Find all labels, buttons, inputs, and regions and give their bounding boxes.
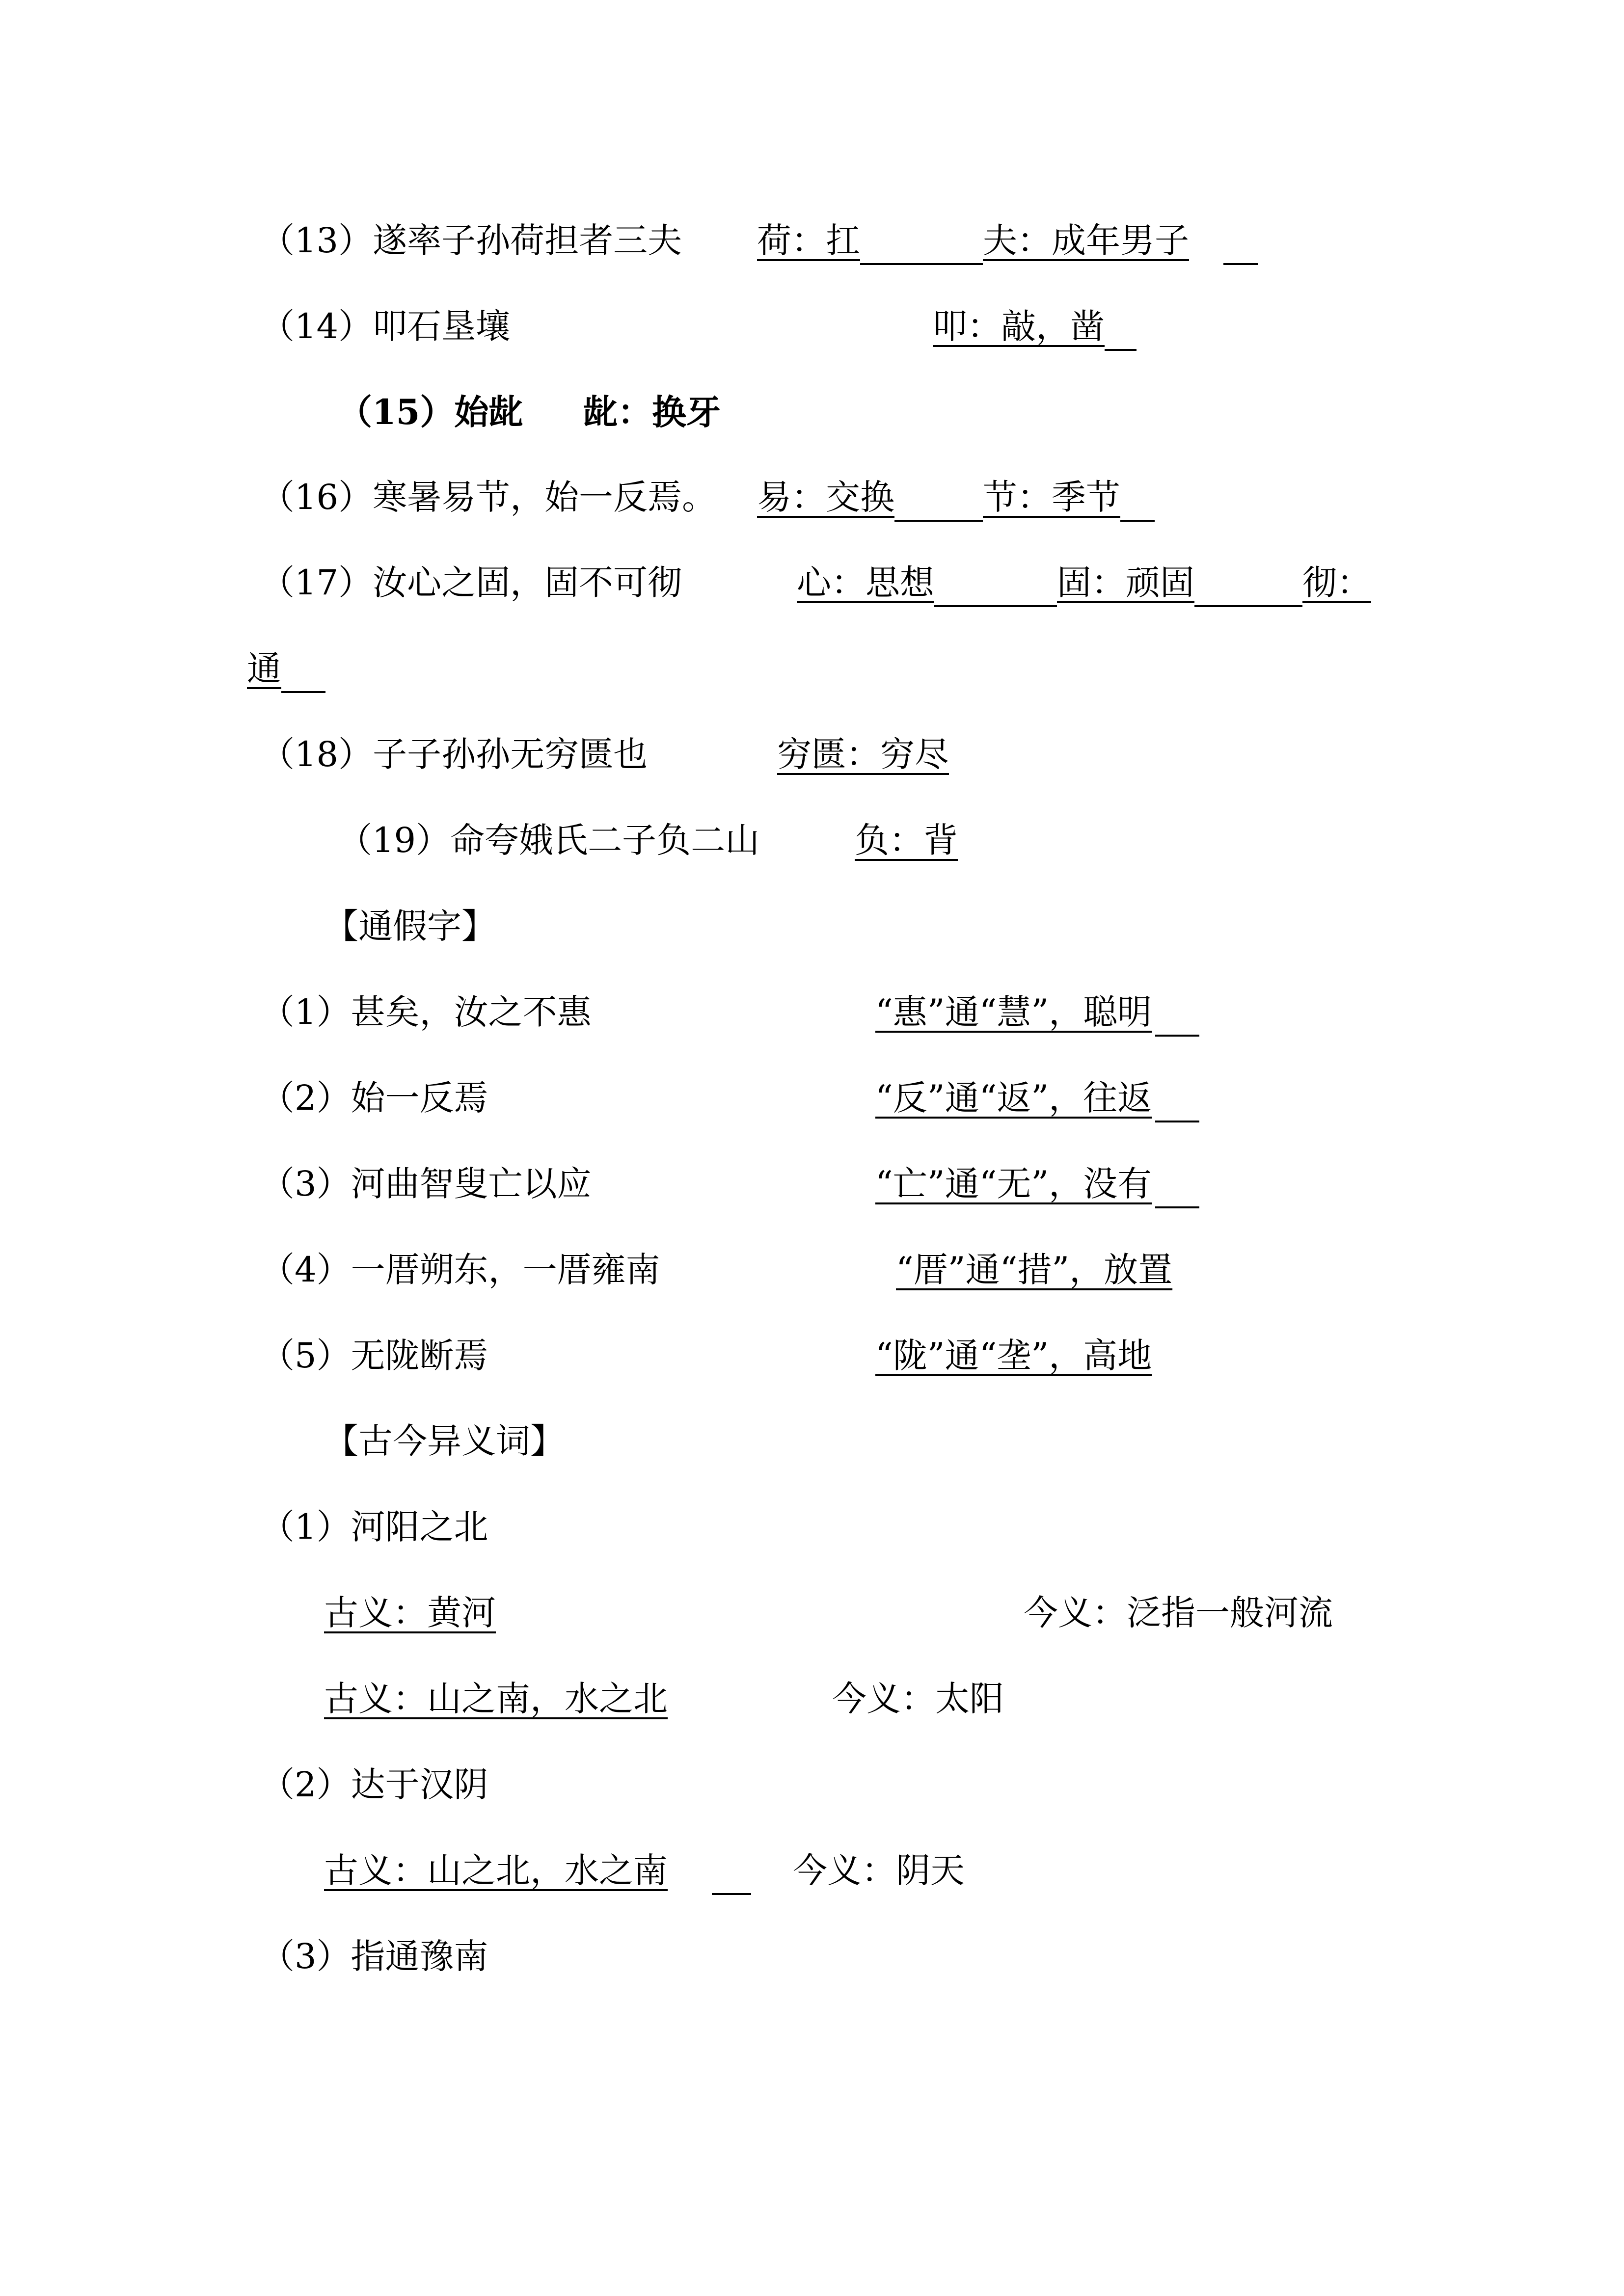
gujin-new-meaning: 今义：太阳: [832, 1679, 1004, 1719]
vocab-answer: 龀：换牙: [583, 392, 721, 432]
vocab-source: （18）子子孙孙无穷匮也: [260, 734, 648, 774]
tongjia-source: （4）一厝朔东，一厝雍南: [260, 1250, 660, 1290]
vocab-item-19: [338, 816, 1467, 865]
vocab-item-18: [260, 730, 1389, 779]
section-heading-gujin: 【古今异义词】: [324, 1421, 565, 1461]
vocab-answer: 荷：扛: [757, 220, 860, 261]
tongjia-answer: “惠”通“慧”，聪明: [875, 992, 1152, 1032]
vocab-item-17-continued: [247, 644, 443, 693]
gujin-source: （3）指通豫南: [260, 1936, 488, 1976]
tongjia-answer: “陇”通“垄”，高地: [875, 1335, 1152, 1376]
vocab-answer: 叩：敲，凿: [933, 306, 1105, 347]
tongjia-answer: “厝”通“措”，放置: [896, 1250, 1173, 1290]
gujin-source: （2）达于汉阴: [260, 1764, 488, 1805]
vocab-answer: 通: [247, 648, 281, 689]
tongjia-item-3: [260, 1159, 1389, 1208]
gujin-source: （1）河阳之北: [260, 1507, 488, 1547]
vocab-answer: 穷匮：穷尽: [777, 734, 949, 774]
tongjia-answer: “亡”通“无”，没有: [875, 1164, 1152, 1204]
vocab-source: （16）寒暑易节，始一反焉。: [260, 477, 717, 517]
vocab-answer: 易：交换: [757, 477, 894, 517]
gujin-old-meaning: 古义：黄河: [324, 1593, 496, 1633]
vocab-source: （15）始龀: [338, 392, 523, 432]
tongjia-item-5: [260, 1331, 1389, 1380]
gujin-old-meaning: 古义：山之南，水之北: [324, 1679, 668, 1719]
gujin-item-1-meaning-b: [324, 1674, 1453, 1723]
vocab-source: （14）叩石垦壤: [260, 306, 511, 347]
vocab-answer: 夫：成年男子: [983, 220, 1189, 261]
tongjia-item-1: [260, 988, 1389, 1037]
vocab-answer: 心：思想: [797, 562, 934, 603]
tongjia-source: （5）无陇断焉: [260, 1335, 488, 1376]
tongjia-item-2: [260, 1073, 1389, 1122]
vocab-item-16: [260, 473, 1389, 522]
vocab-item-13: [260, 216, 1389, 265]
tongjia-source: （1）甚矣，汝之不惠: [260, 992, 592, 1032]
gujin-item-1-meaning-a: [324, 1588, 1453, 1637]
vocab-source: （19）命夸娥氏二子负二山: [338, 820, 760, 860]
gujin-item-3: [260, 1932, 997, 1981]
gujin-new-meaning: 今义：泛指一般河流: [1024, 1593, 1333, 1633]
gujin-old-meaning: 古义：山之北，水之南: [324, 1850, 668, 1891]
tongjia-source: （3）河曲智叟亡以应: [260, 1164, 592, 1204]
vocab-answer: 节：季节: [983, 477, 1120, 517]
section-heading-tongjia: 【通假字】: [324, 906, 496, 946]
tongjia-item-4: [260, 1245, 1389, 1294]
tongjia-source: （2）始一反焉: [260, 1078, 488, 1118]
gujin-item-2: [260, 1760, 997, 1809]
vocab-item-17: [260, 558, 1438, 607]
gujin-new-meaning: 今义：阴天: [793, 1850, 965, 1891]
vocab-answer: 负：背: [855, 820, 958, 860]
gujin-item-2-meaning: [324, 1846, 1453, 1895]
tongjia-answer: “反”通“返”，往返: [875, 1078, 1152, 1118]
gujin-item-1: [260, 1502, 997, 1551]
vocab-item-15: [338, 388, 1320, 437]
vocab-source: （17）汝心之固，固不可彻: [260, 562, 682, 603]
vocab-answer: 固：顽固: [1057, 562, 1194, 603]
vocab-source: （13）遂率子孙荷担者三夫: [260, 220, 682, 261]
vocab-answer: 彻：: [1302, 562, 1371, 603]
vocab-item-14: [260, 302, 1389, 351]
